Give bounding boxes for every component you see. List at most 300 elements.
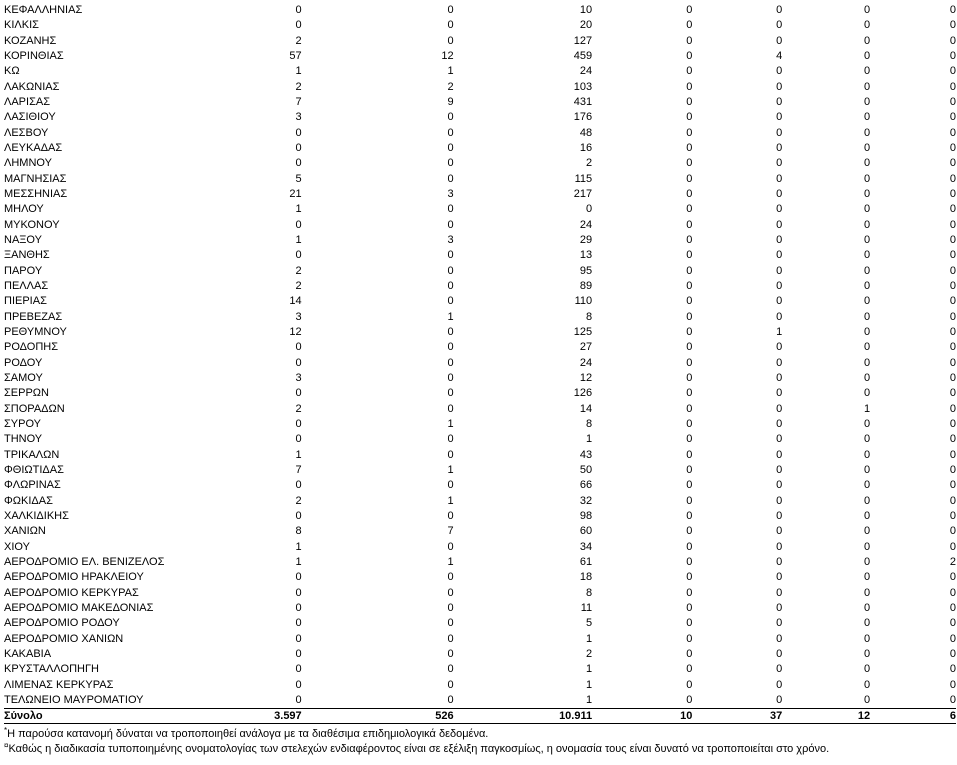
col-3: 20 bbox=[579, 19, 593, 32]
col-5: 0 bbox=[776, 34, 783, 47]
col-5: 0 bbox=[776, 218, 783, 231]
col-7: 0 bbox=[949, 188, 956, 201]
region-name: ΤΕΛΩΝΕΙΟ ΜΑΥΡΟΜΑΤΙΟΥ bbox=[4, 693, 144, 706]
table-row bbox=[4, 218, 956, 233]
col-1: 0 bbox=[295, 356, 302, 369]
regional-cases-table bbox=[4, 3, 956, 724]
col-6: 0 bbox=[864, 479, 871, 492]
col-2: 0 bbox=[447, 326, 454, 339]
table-row bbox=[4, 601, 956, 616]
col-2: 0 bbox=[447, 203, 454, 216]
col-7: 0 bbox=[949, 509, 956, 522]
col-1: 12 bbox=[289, 326, 302, 339]
col-2: 1 bbox=[447, 310, 454, 323]
col-3: 8 bbox=[585, 418, 593, 431]
col-6: 0 bbox=[864, 555, 871, 568]
col-2: 0 bbox=[447, 126, 454, 139]
table-row bbox=[4, 524, 956, 539]
col-6: 0 bbox=[864, 188, 871, 201]
col-1: 0 bbox=[295, 4, 302, 17]
region-name: ΡΟΔΟΥ bbox=[4, 356, 43, 369]
table-row bbox=[4, 693, 956, 709]
col-5: 0 bbox=[776, 540, 783, 553]
region-name: ΑΕΡΟΔΡΟΜΙΟ ΚΕΡΚΥΡΑΣ bbox=[4, 586, 139, 599]
col-5: 0 bbox=[776, 387, 783, 400]
col-3: 2 bbox=[585, 157, 593, 170]
region-name: ΛΙΜΕΝΑΣ ΚΕΡΚΥΡΑΣ bbox=[4, 678, 114, 691]
region-name: ΦΘΙΩΤΙΔΑΣ bbox=[4, 464, 64, 476]
col-6: 0 bbox=[864, 540, 871, 553]
col-6: 0 bbox=[864, 464, 871, 476]
table-row bbox=[4, 386, 956, 401]
col-5: 0 bbox=[776, 19, 783, 32]
col-2: 0 bbox=[447, 617, 454, 630]
col-7: 0 bbox=[949, 693, 956, 706]
region-name: ΚΡΥΣΤΑΛΛΟΠΗΓΗ bbox=[4, 663, 99, 676]
col-7: 0 bbox=[949, 448, 956, 461]
col-7: 0 bbox=[949, 234, 956, 247]
col-2: 0 bbox=[447, 632, 454, 645]
col-1: 21 bbox=[289, 188, 302, 201]
col-7: 0 bbox=[949, 678, 956, 691]
col-2: 0 bbox=[447, 111, 454, 124]
col-4: 0 bbox=[686, 479, 693, 492]
col-6: 0 bbox=[864, 218, 871, 231]
footnote-2-mark: ¤ bbox=[4, 741, 9, 750]
col-3: 60 bbox=[579, 525, 593, 538]
col-3: 1 bbox=[585, 693, 593, 706]
table-row bbox=[4, 585, 956, 600]
col-5: 0 bbox=[776, 280, 783, 293]
col-3: 5 bbox=[585, 617, 593, 630]
col-1: 2 bbox=[295, 402, 302, 415]
col-4: 0 bbox=[686, 295, 693, 308]
col-5: 0 bbox=[776, 264, 783, 277]
col-7: 0 bbox=[949, 586, 956, 599]
region-name: ΑΕΡΟΔΡΟΜΙΟ ΕΛ. ΒΕΝΙΖΕΛΟΣ bbox=[4, 555, 165, 568]
col-4: 0 bbox=[686, 372, 693, 385]
col-4: 0 bbox=[686, 525, 693, 538]
col-3: 95 bbox=[579, 264, 593, 277]
col-3: 10 bbox=[579, 4, 593, 17]
col-4: 0 bbox=[686, 586, 693, 599]
col-7: 0 bbox=[949, 326, 956, 339]
col-1: 0 bbox=[295, 678, 302, 691]
col-7: 0 bbox=[949, 172, 956, 185]
col-4: 0 bbox=[686, 65, 693, 78]
col-7: 2 bbox=[949, 555, 956, 568]
col-6: 0 bbox=[864, 693, 871, 706]
col-4: 0 bbox=[686, 678, 693, 691]
col-7: 0 bbox=[949, 387, 956, 400]
col-6: 0 bbox=[864, 172, 871, 185]
col-2: 0 bbox=[447, 341, 454, 354]
total-col-5: 37 bbox=[692, 709, 782, 724]
col-2: 0 bbox=[447, 678, 454, 691]
col-4: 0 bbox=[686, 464, 693, 476]
col-7: 0 bbox=[949, 96, 956, 109]
col-5: 0 bbox=[776, 126, 783, 139]
col-1: 1 bbox=[295, 203, 302, 216]
col-5: 0 bbox=[776, 586, 783, 599]
col-4: 0 bbox=[686, 555, 693, 568]
region-name: ΣΠΟΡΑΔΩΝ bbox=[4, 402, 65, 415]
region-name: ΛΑΚΩΝΙΑΣ bbox=[4, 80, 60, 93]
region-name: ΛΑΡΙΣΑΣ bbox=[4, 96, 51, 109]
col-1: 0 bbox=[295, 418, 302, 431]
col-7: 0 bbox=[949, 617, 956, 630]
col-2: 0 bbox=[447, 647, 454, 660]
col-1: 1 bbox=[295, 448, 302, 461]
col-1: 57 bbox=[289, 50, 302, 63]
col-6: 0 bbox=[864, 157, 871, 170]
col-4: 0 bbox=[686, 4, 693, 17]
table-row bbox=[4, 478, 956, 493]
col-6: 0 bbox=[864, 4, 871, 17]
total-label: Σύνολο bbox=[4, 709, 202, 724]
region-name: ΠΙΕΡΙΑΣ bbox=[4, 295, 47, 308]
col-2: 0 bbox=[447, 402, 454, 415]
region-name: ΡΟΔΟΠΗΣ bbox=[4, 341, 59, 354]
col-3: 217 bbox=[573, 188, 593, 201]
footnotes bbox=[4, 727, 954, 757]
col-2: 2 bbox=[447, 80, 454, 93]
col-3: 24 bbox=[579, 356, 593, 369]
col-4: 0 bbox=[686, 80, 693, 93]
region-name: ΜΕΣΣΗΝΙΑΣ bbox=[4, 188, 68, 201]
col-3: 98 bbox=[579, 509, 593, 522]
col-5: 0 bbox=[776, 4, 783, 17]
col-6: 0 bbox=[864, 509, 871, 522]
col-7: 0 bbox=[949, 126, 956, 139]
region-name: ΚΕΦΑΛΛΗΝΙΑΣ bbox=[4, 4, 83, 17]
col-6: 0 bbox=[864, 387, 871, 400]
col-5: 0 bbox=[776, 172, 783, 185]
col-4: 0 bbox=[686, 142, 693, 155]
col-2: 0 bbox=[447, 372, 454, 385]
col-7: 0 bbox=[949, 494, 956, 507]
region-name: ΚΩ bbox=[4, 65, 20, 78]
table-row bbox=[4, 18, 956, 33]
col-5: 0 bbox=[776, 203, 783, 216]
col-5: 0 bbox=[776, 525, 783, 538]
col-2: 0 bbox=[447, 571, 454, 584]
table-row bbox=[4, 494, 956, 509]
col-4: 0 bbox=[686, 617, 693, 630]
col-7: 0 bbox=[949, 571, 956, 584]
table-row bbox=[4, 570, 956, 585]
table-row bbox=[4, 279, 956, 294]
col-3: 16 bbox=[579, 142, 593, 155]
table-row bbox=[4, 631, 956, 646]
col-6: 0 bbox=[864, 586, 871, 599]
col-7: 0 bbox=[949, 34, 956, 47]
region-name: ΧΑΛΚΙΔΙΚΗΣ bbox=[4, 509, 69, 522]
col-4: 0 bbox=[686, 509, 693, 522]
col-1: 1 bbox=[295, 555, 302, 568]
col-5: 1 bbox=[776, 326, 783, 339]
region-name: ΧΙΟΥ bbox=[4, 540, 30, 553]
col-7: 0 bbox=[949, 50, 956, 63]
col-1: 3 bbox=[295, 372, 302, 385]
col-5: 0 bbox=[776, 494, 783, 507]
col-5: 0 bbox=[776, 80, 783, 93]
col-6: 0 bbox=[864, 19, 871, 32]
col-3: 18 bbox=[579, 571, 593, 584]
col-7: 0 bbox=[949, 80, 956, 93]
col-2: 0 bbox=[447, 172, 454, 185]
region-name: ΚΑΚΑΒΙΑ bbox=[4, 647, 52, 660]
col-4: 0 bbox=[686, 264, 693, 277]
col-7: 0 bbox=[949, 142, 956, 155]
region-name: ΠΡΕΒΕΖΑΣ bbox=[4, 310, 63, 323]
col-7: 0 bbox=[949, 540, 956, 553]
col-1: 3 bbox=[295, 111, 302, 124]
col-2: 0 bbox=[447, 218, 454, 231]
region-name: ΦΛΩΡΙΝΑΣ bbox=[4, 479, 61, 492]
table-row bbox=[4, 555, 956, 570]
col-6: 0 bbox=[864, 96, 871, 109]
col-1: 0 bbox=[295, 479, 302, 492]
region-name: ΡΕΘΥΜΝΟΥ bbox=[4, 326, 67, 339]
region-name: ΛΕΥΚΑΔΑΣ bbox=[4, 142, 63, 155]
table-row bbox=[4, 325, 956, 340]
col-6: 0 bbox=[864, 126, 871, 139]
table-body bbox=[4, 3, 956, 709]
col-3: 127 bbox=[573, 34, 593, 47]
table-row bbox=[4, 34, 956, 49]
table-row bbox=[4, 141, 956, 156]
col-3: 27 bbox=[579, 341, 593, 354]
col-2: 0 bbox=[447, 34, 454, 47]
col-2: 1 bbox=[447, 494, 454, 507]
region-name: ΠΑΡΟΥ bbox=[4, 264, 43, 277]
col-1: 2 bbox=[295, 280, 302, 293]
col-5: 0 bbox=[776, 693, 783, 706]
col-1: 0 bbox=[295, 387, 302, 400]
col-3: 32 bbox=[579, 494, 593, 507]
col-2: 0 bbox=[447, 4, 454, 17]
col-3: 1 bbox=[585, 678, 593, 691]
col-7: 0 bbox=[949, 601, 956, 614]
col-3: 34 bbox=[579, 540, 593, 553]
col-2: 0 bbox=[447, 280, 454, 293]
col-2: 0 bbox=[447, 693, 454, 706]
col-3: 12 bbox=[579, 372, 593, 385]
col-4: 0 bbox=[686, 111, 693, 124]
table-row bbox=[4, 49, 956, 64]
table-row bbox=[4, 3, 956, 18]
col-1: 2 bbox=[295, 80, 302, 93]
col-1: 2 bbox=[295, 264, 302, 277]
total-col-2: 526 bbox=[302, 709, 454, 724]
region-name: ΑΕΡΟΔΡΟΜΙΟ ΧΑΝΙΩΝ bbox=[4, 632, 124, 645]
col-6: 0 bbox=[864, 234, 871, 247]
col-1: 7 bbox=[295, 464, 302, 476]
col-4: 0 bbox=[686, 632, 693, 645]
col-7: 0 bbox=[949, 203, 956, 216]
col-5: 0 bbox=[776, 142, 783, 155]
col-2: 0 bbox=[447, 586, 454, 599]
col-5: 0 bbox=[776, 555, 783, 568]
col-4: 0 bbox=[686, 126, 693, 139]
region-name: ΚΙΛΚΙΣ bbox=[4, 19, 39, 32]
footnote-2-text: Καθώς η διαδικασία τυποποιημένης ονοματολογίας των στελεχών ενδιαφέροντος είναι σε εξέλιξη παγκοσμίως, η ονομασία τους είναι δυνατό να τροποποιείται στο χρόνο. bbox=[8, 743, 830, 755]
col-2: 0 bbox=[447, 19, 454, 32]
table-row bbox=[4, 187, 956, 202]
col-6: 0 bbox=[864, 647, 871, 660]
col-4: 0 bbox=[686, 157, 693, 170]
col-4: 0 bbox=[686, 310, 693, 323]
col-6: 0 bbox=[864, 142, 871, 155]
col-6: 0 bbox=[864, 264, 871, 277]
footnote-1 bbox=[4, 727, 954, 742]
col-5: 0 bbox=[776, 571, 783, 584]
col-2: 0 bbox=[447, 601, 454, 614]
col-4: 0 bbox=[686, 356, 693, 369]
col-7: 0 bbox=[949, 464, 956, 476]
table-row bbox=[4, 356, 956, 371]
table-row bbox=[4, 248, 956, 263]
col-4: 0 bbox=[686, 341, 693, 354]
col-2: 1 bbox=[447, 555, 454, 568]
col-7: 0 bbox=[949, 280, 956, 293]
col-2: 0 bbox=[447, 356, 454, 369]
table-row bbox=[4, 616, 956, 631]
table-row bbox=[4, 539, 956, 554]
col-7: 0 bbox=[949, 65, 956, 78]
col-7: 0 bbox=[949, 249, 956, 262]
col-1: 2 bbox=[295, 494, 302, 507]
col-3: 8 bbox=[585, 586, 593, 599]
col-4: 0 bbox=[686, 249, 693, 262]
total-col-7: 6 bbox=[870, 709, 956, 724]
col-7: 0 bbox=[949, 341, 956, 354]
col-1: 0 bbox=[295, 19, 302, 32]
col-6: 0 bbox=[864, 525, 871, 538]
region-name: ΚΟΡΙΝΘΙΑΣ bbox=[4, 50, 64, 63]
col-6: 0 bbox=[864, 295, 871, 308]
col-3: 89 bbox=[579, 280, 593, 293]
col-1: 1 bbox=[295, 65, 302, 78]
region-name: ΛΕΣΒΟΥ bbox=[4, 126, 49, 139]
col-1: 7 bbox=[295, 96, 302, 109]
col-2: 3 bbox=[447, 188, 454, 201]
region-name: ΤΗΝΟΥ bbox=[4, 433, 43, 446]
table-row bbox=[4, 156, 956, 171]
col-4: 0 bbox=[686, 418, 693, 431]
col-4: 0 bbox=[686, 50, 693, 63]
col-1: 0 bbox=[295, 157, 302, 170]
col-4: 0 bbox=[686, 540, 693, 553]
table-total-section bbox=[4, 709, 956, 724]
col-6: 0 bbox=[864, 494, 871, 507]
table-row bbox=[4, 677, 956, 692]
region-name: ΣΥΡΟΥ bbox=[4, 418, 42, 431]
col-1: 14 bbox=[289, 295, 302, 308]
col-5: 0 bbox=[776, 234, 783, 247]
col-7: 0 bbox=[949, 525, 956, 538]
region-name: ΚΟΖΑΝΗΣ bbox=[4, 34, 57, 47]
col-5: 0 bbox=[776, 448, 783, 461]
col-4: 0 bbox=[686, 172, 693, 185]
col-4: 0 bbox=[686, 433, 693, 446]
col-4: 0 bbox=[686, 218, 693, 231]
region-name: ΧΑΝΙΩΝ bbox=[4, 525, 46, 538]
col-4: 0 bbox=[686, 188, 693, 201]
col-6: 0 bbox=[864, 418, 871, 431]
col-1: 0 bbox=[295, 126, 302, 139]
col-3: 61 bbox=[579, 555, 593, 568]
col-2: 0 bbox=[447, 479, 454, 492]
col-4: 0 bbox=[686, 647, 693, 660]
col-3: 103 bbox=[573, 80, 593, 93]
total-col-1: 3.597 bbox=[202, 709, 301, 724]
table-row bbox=[4, 80, 956, 95]
table-row bbox=[4, 448, 956, 463]
col-5: 0 bbox=[776, 310, 783, 323]
col-7: 0 bbox=[949, 111, 956, 124]
col-7: 0 bbox=[949, 19, 956, 32]
col-5: 0 bbox=[776, 601, 783, 614]
region-name: ΛΑΣΙΘΙΟΥ bbox=[4, 111, 56, 124]
col-1: 0 bbox=[295, 433, 302, 446]
col-3: 24 bbox=[579, 65, 593, 78]
col-2: 1 bbox=[447, 418, 454, 431]
col-3: 115 bbox=[574, 172, 593, 185]
table-row bbox=[4, 110, 956, 125]
col-1: 0 bbox=[295, 647, 302, 660]
col-7: 0 bbox=[949, 310, 956, 323]
col-2: 9 bbox=[447, 96, 454, 109]
col-3: 125 bbox=[573, 326, 593, 339]
col-5: 4 bbox=[776, 50, 783, 63]
region-name: ΣΑΜΟΥ bbox=[4, 372, 43, 385]
col-6: 0 bbox=[864, 433, 871, 446]
col-2: 1 bbox=[447, 65, 454, 78]
col-4: 0 bbox=[686, 571, 693, 584]
col-3: 0 bbox=[585, 203, 593, 216]
footnote-1-text: Η παρούσα κατανομή δύναται να τροποποιηθεί ανάλογα με τα διαθέσιμα επιδημιολογικά δεδομένα. bbox=[7, 728, 489, 740]
col-5: 0 bbox=[776, 372, 783, 385]
col-4: 0 bbox=[686, 663, 693, 676]
col-2: 0 bbox=[447, 433, 454, 446]
col-7: 0 bbox=[949, 402, 956, 415]
col-3: 8 bbox=[585, 310, 593, 323]
col-7: 0 bbox=[949, 4, 956, 17]
col-5: 0 bbox=[776, 663, 783, 676]
col-6: 0 bbox=[864, 280, 871, 293]
col-2: 0 bbox=[447, 387, 454, 400]
col-4: 0 bbox=[686, 448, 693, 461]
col-5: 0 bbox=[776, 157, 783, 170]
total-col-4: 10 bbox=[592, 709, 692, 724]
col-6: 0 bbox=[864, 663, 871, 676]
col-6: 0 bbox=[864, 203, 871, 216]
col-3: 11 bbox=[580, 601, 593, 614]
col-1: 0 bbox=[295, 571, 302, 584]
col-6: 0 bbox=[864, 34, 871, 47]
col-1: 0 bbox=[295, 509, 302, 522]
col-5: 0 bbox=[776, 418, 783, 431]
region-name: ΜΥΚΟΝΟΥ bbox=[4, 218, 60, 231]
col-5: 0 bbox=[776, 356, 783, 369]
col-2: 0 bbox=[447, 509, 454, 522]
col-1: 0 bbox=[295, 142, 302, 155]
table-row bbox=[4, 294, 956, 309]
col-2: 0 bbox=[447, 157, 454, 170]
table-row bbox=[4, 417, 956, 432]
